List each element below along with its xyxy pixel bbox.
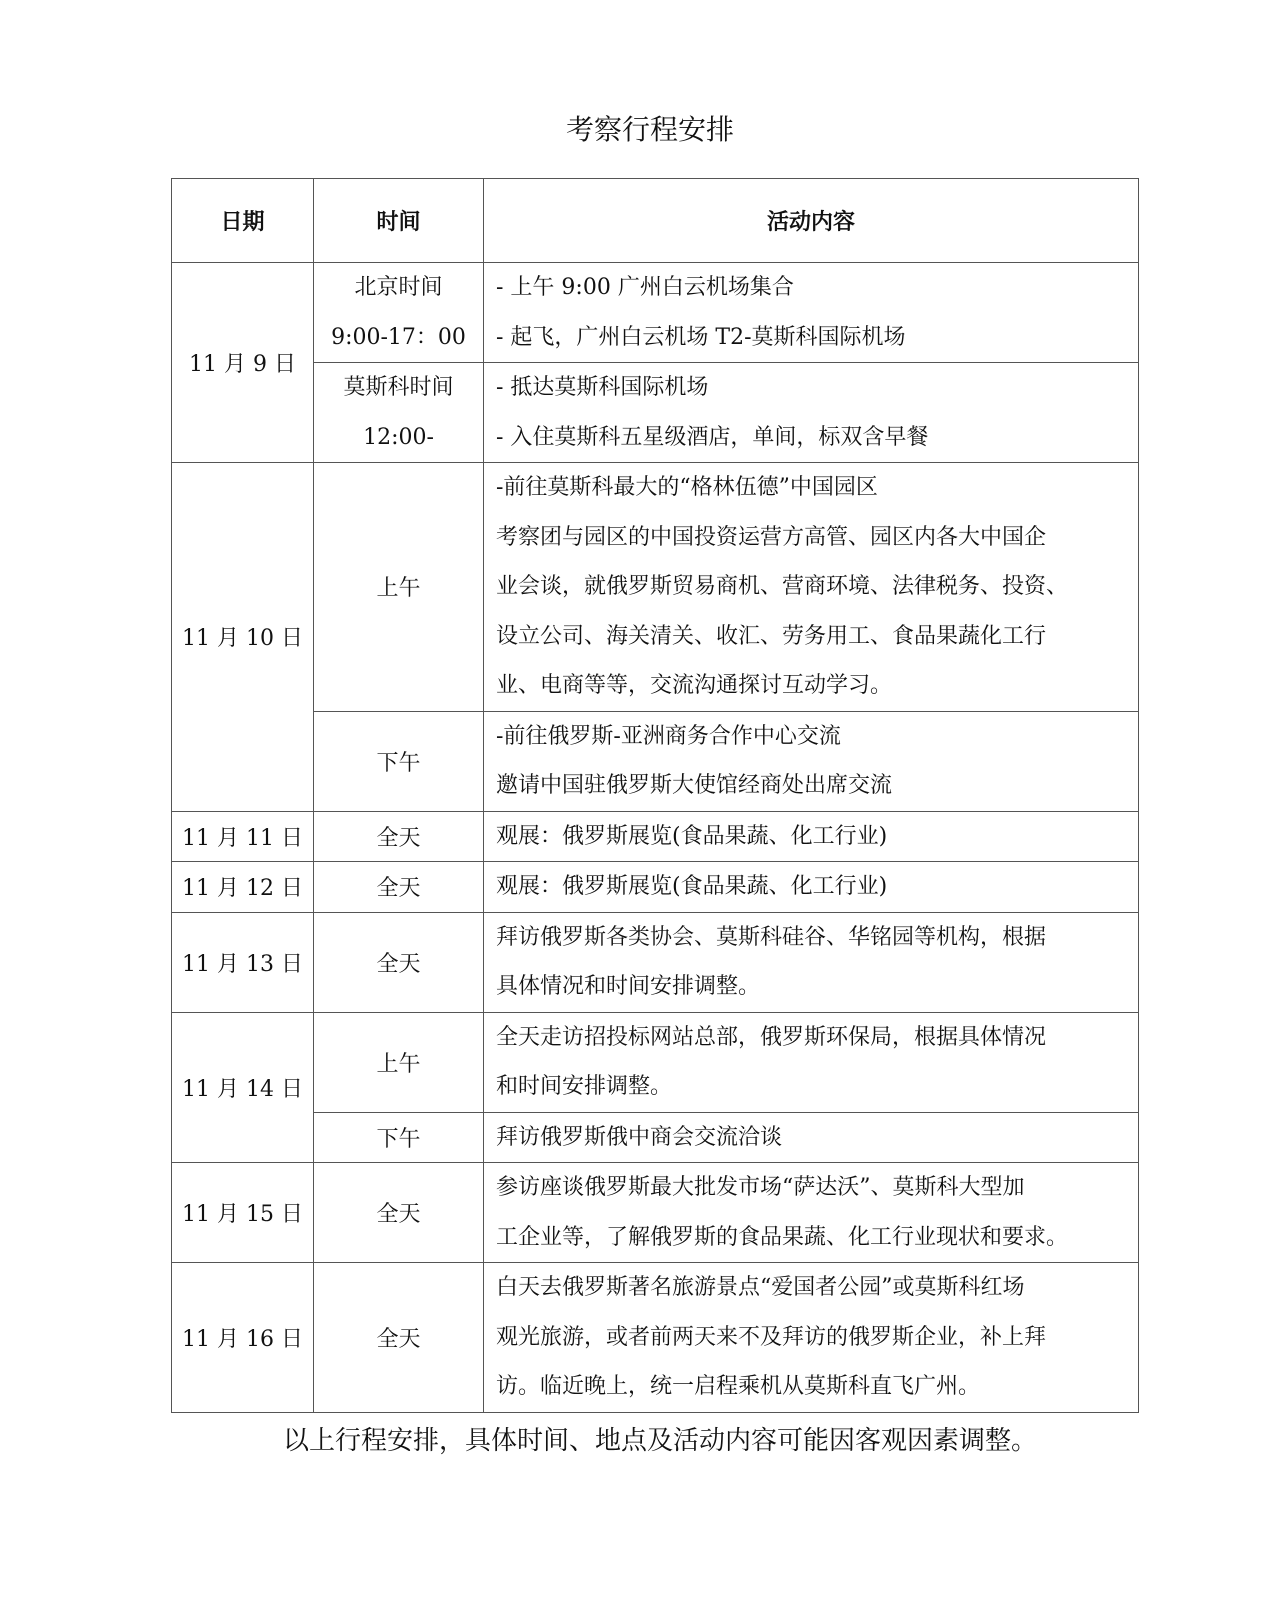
time-cell: 全天: [314, 912, 484, 1012]
activity-line: -前往俄罗斯-亚洲商务合作中心交流: [496, 723, 841, 749]
time-cell: 下午: [314, 1112, 484, 1163]
table-row: [172, 1012, 1139, 1112]
activity-line: -前往莫斯科最大的“格林伍德”中国园区: [496, 475, 878, 500]
activity-line: 观展：俄罗斯展览(食品果蔬、化工行业): [496, 823, 888, 849]
table-row: [172, 263, 1139, 363]
date-cell: 11 月 9 日: [172, 263, 314, 463]
itinerary-table: [171, 178, 1139, 1413]
activity-cell: [484, 463, 1139, 712]
activity-line: 工企业等，了解俄罗斯的食品果蔬、化工行业现状和要求。: [496, 1224, 1069, 1250]
footer-note: 以上行程安排，具体时间、地点及活动内容可能因客观因素调整。: [282, 1426, 1037, 1456]
activity-cell: [484, 862, 1139, 913]
table-row: [172, 811, 1139, 862]
activity-line: - 起飞，广州白云机场 T2-莫斯科国际机场: [496, 324, 906, 350]
activity-line: - 入住莫斯科五星级酒店，单间，标双含早餐: [496, 424, 929, 450]
time-line: 9:00-17：00: [331, 324, 466, 350]
activity-line: 白天去俄罗斯著名旅游景点“爱国者公园”或莫斯科红场: [496, 1275, 1025, 1300]
table-row: [172, 912, 1139, 1012]
activity-cell: [484, 811, 1139, 862]
table-row: [172, 1163, 1139, 1263]
time-cell: 全天: [314, 1163, 484, 1263]
time-cell: 全天: [314, 811, 484, 862]
activity-line: 业会谈，就俄罗斯贸易商机、营商环境、法律税务、投资、: [496, 574, 1069, 599]
time-cell: [314, 363, 484, 463]
date-cell: 11 月 15 日: [172, 1163, 314, 1263]
activity-line: 拜访俄罗斯俄中商会交流洽谈: [496, 1124, 783, 1150]
activity-line: 业、电商等等，交流沟通探讨互动学习。: [496, 673, 893, 698]
activity-cell: [484, 1163, 1139, 1263]
activity-cell: [484, 912, 1139, 1012]
time-cell: 上午: [314, 463, 484, 712]
activity-line: - 上午 9:00 广州白云机场集合: [496, 275, 794, 300]
activity-cell: [484, 1263, 1139, 1413]
date-cell: 11 月 14 日: [172, 1012, 314, 1163]
activity-line: 参访座谈俄罗斯最大批发市场“萨达沃”、莫斯科大型加: [496, 1175, 1025, 1200]
activity-cell: [484, 711, 1139, 811]
time-cell: [314, 263, 484, 363]
date-cell: 11 月 16 日: [172, 1263, 314, 1413]
header-activity: 活动内容: [484, 179, 1139, 263]
date-cell: 11 月 11 日: [172, 811, 314, 862]
activity-line: 具体情况和时间安排调整。: [496, 974, 761, 999]
header-date: 日期: [172, 179, 314, 263]
table-row: [172, 711, 1139, 811]
time-cell: 全天: [314, 1263, 484, 1413]
table-header: [172, 179, 1139, 263]
table-row: [172, 463, 1139, 712]
time-cell: 全天: [314, 862, 484, 913]
activity-line: 观展：俄罗斯展览(食品果蔬、化工行业): [496, 874, 888, 899]
table-row: [172, 363, 1139, 463]
activity-line: 邀请中国驻俄罗斯大使馆经商处出席交流: [496, 773, 893, 798]
page-title: 考察行程安排: [565, 113, 734, 146]
activity-cell: [484, 1112, 1139, 1163]
activity-line: 观光旅游，或者前两天来不及拜访的俄罗斯企业，补上拜: [496, 1324, 1047, 1350]
activity-line: 访。临近晚上，统一启程乘机从莫斯科直飞广州。: [496, 1374, 981, 1399]
activity-cell: [484, 363, 1139, 463]
date-cell: 11 月 10 日: [172, 463, 314, 812]
time-cell: 下午: [314, 711, 484, 811]
activity-line: 拜访俄罗斯各类协会、莫斯科硅谷、华铭园等机构，根据: [496, 924, 1047, 950]
time-line: 12:00-: [363, 424, 434, 450]
activity-line: 全天走访招投标网站总部，俄罗斯环保局，根据具体情况: [496, 1024, 1047, 1050]
activity-cell: [484, 263, 1139, 363]
date-cell: 11 月 13 日: [172, 912, 314, 1012]
time-line: 北京时间: [354, 275, 443, 300]
time-cell: 上午: [314, 1012, 484, 1112]
activity-line: 和时间安排调整。: [496, 1074, 673, 1099]
activity-cell: [484, 1012, 1139, 1112]
table-row: [172, 862, 1139, 913]
date-cell: 11 月 12 日: [172, 862, 314, 913]
activity-line: 设立公司、海关清关、收汇、劳务用工、食品果蔬化工行: [496, 623, 1047, 649]
table-row: [172, 1112, 1139, 1163]
activity-line: 考察团与园区的中国投资运营方高管、园区内各大中国企: [496, 524, 1047, 550]
header-time: 时间: [314, 179, 484, 263]
time-line: 莫斯科时间: [343, 375, 454, 400]
activity-line: - 抵达莫斯科国际机场: [496, 375, 709, 400]
table-row: [172, 1263, 1139, 1413]
